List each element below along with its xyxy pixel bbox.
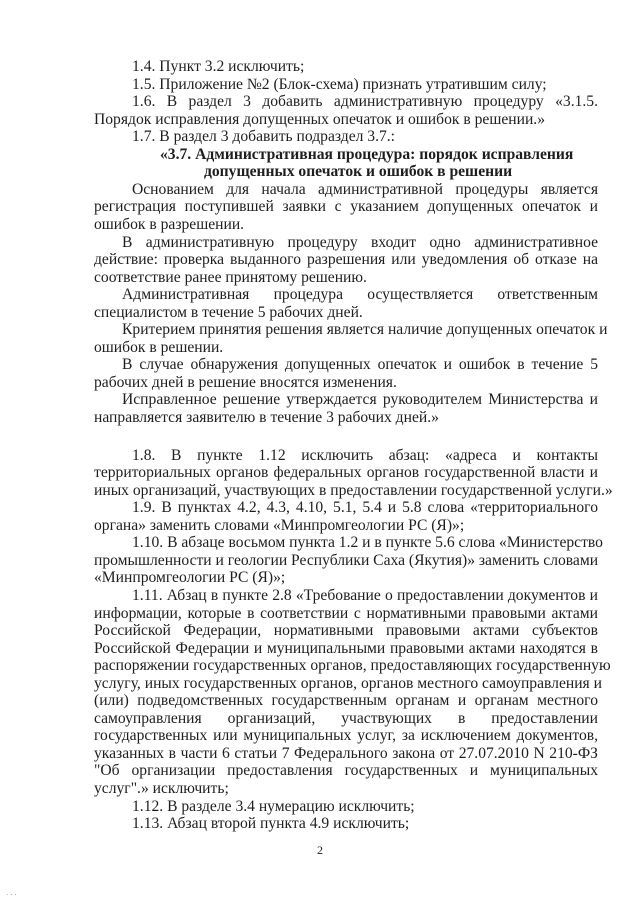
text-line: Российской Федерации, нормативными правовыми актами субъектов [94, 622, 598, 639]
text-line: специалистом в течение 5 рабочих дней. [94, 304, 363, 321]
text-line: указанных в части 6 статьи 7 Федерального закона от 27.07.2010 N 210-ФЗ [94, 745, 598, 762]
text-line: органа» заменить словами «Минпромгеологии РС (Я)»; [94, 517, 465, 534]
text-line: самоуправления организаций, участвующих в предоставлении [94, 710, 598, 727]
text-line: ошибок в разрешении. [94, 216, 245, 233]
page-number: 2 [317, 843, 323, 857]
text-line: Критерием принятия решения является наличие допущенных опечаток и [122, 321, 608, 338]
text-line: 1.6. В раздел 3 добавить административную процедуру «3.1.5. [132, 93, 598, 110]
text-line: 1.7. В раздел 3 добавить подраздел 3.7.: [132, 128, 396, 145]
text-line: 1.4. Пункт 3.2 исключить; [132, 58, 305, 75]
text-line: Исправленное решение утверждается руководителем Министерства и [122, 391, 598, 408]
text-line: распоряжении государственных органов, предоставляющих государственную [94, 657, 611, 674]
text-line: 1.13. Абзац второй пункта 4.9 исключить; [132, 815, 410, 832]
text-line: «Минпромгеологии РС (Я)»; [94, 569, 286, 586]
text-line: регистрация поступившей заявки с указанием допущенных опечаток и [94, 198, 598, 215]
text-line: действие: проверка выданного разрешения или уведомления об отказе на [94, 251, 598, 268]
text-line: услугу, иных государственных органов, органов местного самоуправления и [94, 675, 602, 692]
text-line: иных организаций, участвующих в предоставлении государственной услуги.» [94, 482, 613, 499]
text-line: Основанием для начала административной процедуры является [132, 181, 598, 198]
text-line: информации, которые в соответствии с нормативными правовыми актами [94, 605, 598, 622]
text-line: 1.9. В пунктах 4.2, 4.3, 4.10, 5.1, 5.4 и 5.8 слова «территориального [132, 499, 598, 516]
text-line: В случае обнаружения допущенных опечаток и ошибок в течение 5 [122, 356, 598, 373]
text-line: ошибок в решении. [94, 339, 224, 356]
text-line: (или) подведомственных государственным органам и органам местного [94, 692, 598, 709]
text-line: 1.10. В абзаце восьмом пункта 1.2 и в пункте 5.6 слова «Министерство [132, 534, 603, 551]
text-line: "Об организации предоставления государственных и муниципальных [94, 762, 598, 779]
text-line: услуг".» исключить; [94, 780, 229, 797]
text-line: Порядок исправления допущенных опечаток и ошибок в решении.» [94, 111, 545, 128]
text-line: направляется заявителю в течение 3 рабочих дней.» [94, 409, 439, 426]
text-line: рабочих дней в решение вносятся изменения. [94, 374, 397, 391]
text-line: соответствие ранее принятому решению. [94, 269, 367, 286]
text-line: Российской Федерации и муниципальными правовыми актами находятся в [94, 640, 598, 657]
text-line: «3.7. Административная процедура: порядок исправления [160, 146, 574, 163]
text-line: территориальных органов федеральных органов государственной власти и [94, 464, 598, 481]
text-line: 1.11. Абзац в пункте 2.8 «Требование о предоставлении документов и [132, 587, 598, 604]
corner-mark: · · · [6, 891, 17, 899]
text-line: государственных или муниципальных услуг, за исключением документов, [94, 727, 598, 744]
text-line: Административная процедура осуществляется ответственным [122, 286, 598, 303]
text-line: В административную процедуру входит одно административное [122, 234, 598, 251]
text-line: 1.8. В пункте 1.12 исключить абзац: «адреса и контакты [132, 447, 598, 464]
text-line: 1.5. Приложение №2 (Блок-схема) признать утратившим силу; [132, 76, 547, 93]
text-line: промышленности и геологии Республики Саха (Якутия)» заменить словами [94, 552, 599, 569]
text-line: допущенных опечаток и ошибок в решении [204, 163, 513, 180]
text-line: 1.12. В разделе 3.4 нумерацию исключить; [132, 798, 415, 815]
